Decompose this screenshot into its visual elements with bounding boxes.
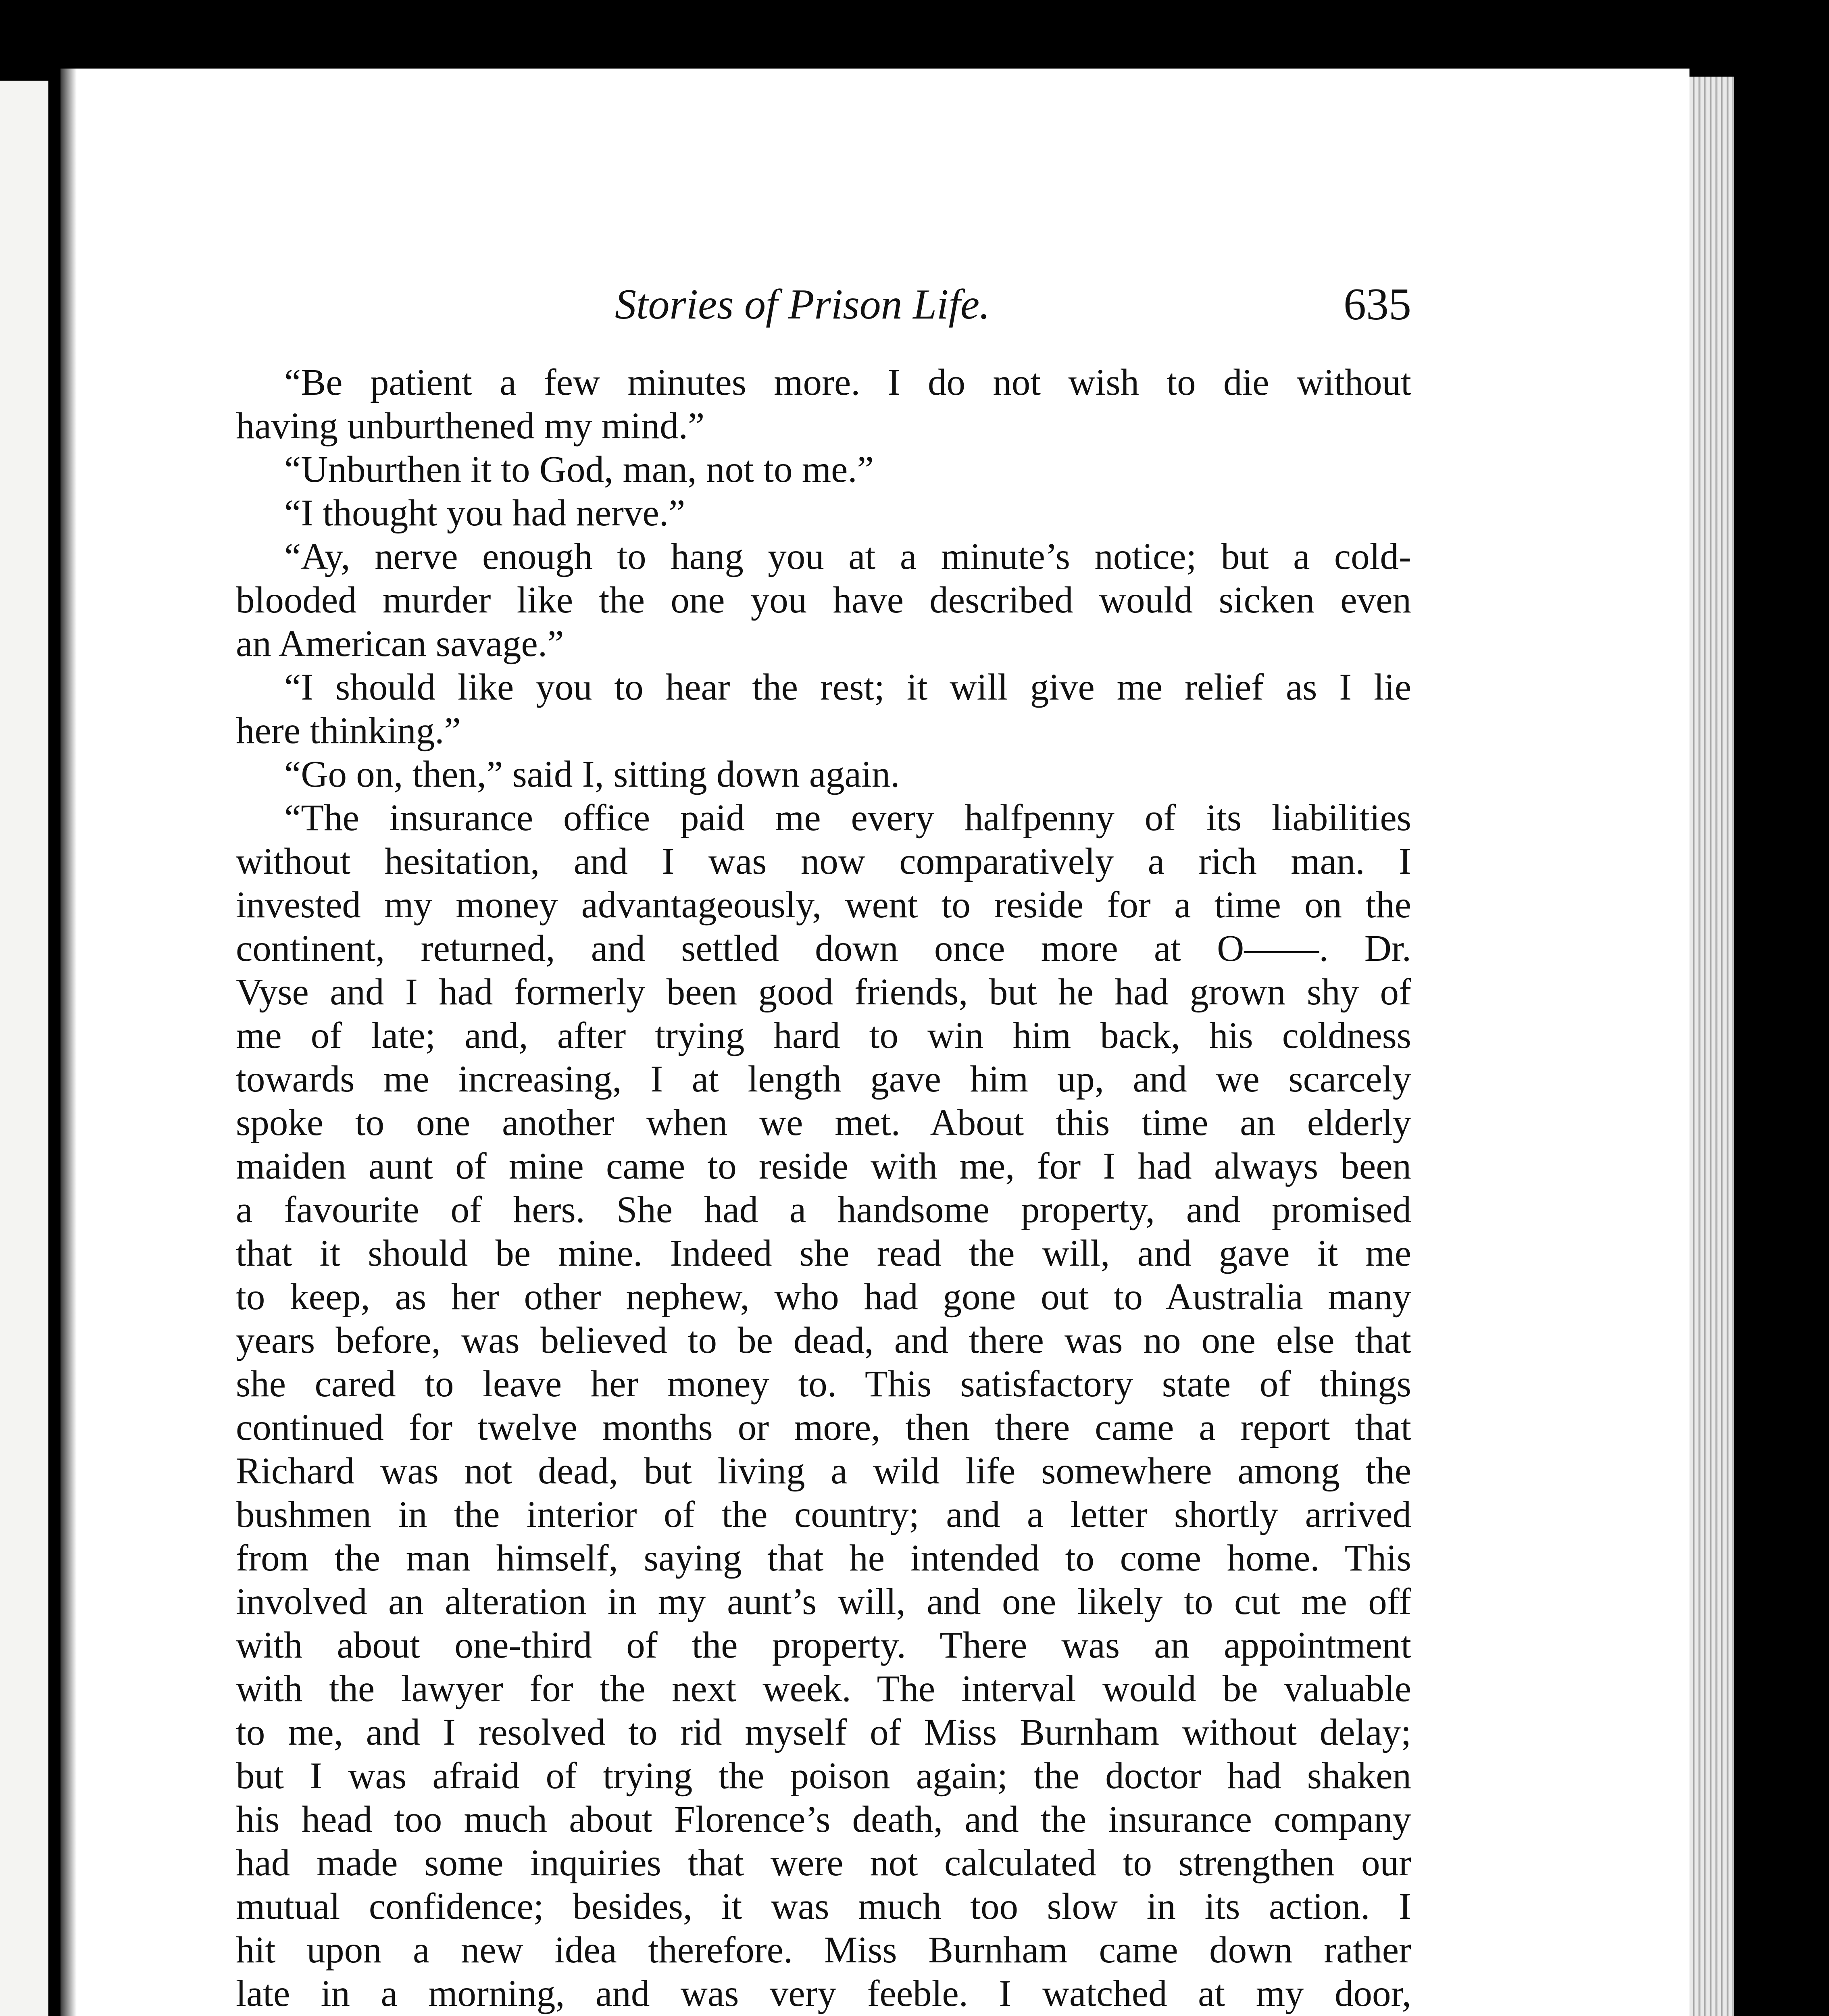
text-line: “I thought you had nerve.” bbox=[284, 492, 685, 534]
running-title: Stories of Prison Life. bbox=[615, 281, 990, 328]
text-line: blooded murder like the one you have described would sicken even bbox=[236, 579, 1411, 621]
text-line: hit upon a new idea therefore. Miss Burnham came down rather bbox=[236, 1929, 1411, 1971]
text-line: having unburthened my mind.” bbox=[236, 405, 705, 447]
text-line: “I should like you to hear the rest; it will give me relief as I lie bbox=[284, 666, 1411, 708]
text-line: “Ay, nerve enough to hang you at a minute’s notice; but a cold- bbox=[284, 536, 1411, 577]
text-line: an American savage.” bbox=[236, 623, 564, 664]
text-line: a favourite of hers. She had a handsome property, and promised bbox=[236, 1189, 1411, 1231]
text-line: here thinking.” bbox=[236, 710, 461, 752]
text-line: involved an alteration in my aunt’s will, and one likely to cut me off bbox=[236, 1581, 1411, 1622]
text-line: “The insurance office paid me every halfpenny of its liabilities bbox=[284, 797, 1411, 839]
text-line: continued for twelve months or more, then there came a report that bbox=[236, 1407, 1411, 1448]
text-line: invested my money advantageously, went to reside for a time on the bbox=[236, 884, 1411, 926]
text-line: to keep, as her other nephew, who had gone out to Australia many bbox=[236, 1276, 1411, 1318]
text-line: continent, returned, and settled down once more at O——. Dr. bbox=[236, 928, 1411, 969]
text-line: she cared to leave her money to. This satisfactory state of things bbox=[236, 1363, 1411, 1405]
text-line: maiden aunt of mine came to reside with me, for I had always been bbox=[236, 1145, 1411, 1187]
text-line: “Be patient a few minutes more. I do not wish to die without bbox=[284, 362, 1411, 403]
text-line: bushmen in the interior of the country; and a letter shortly arrived bbox=[236, 1494, 1411, 1535]
running-head bbox=[236, 274, 1411, 335]
text-line: that it should be mine. Indeed she read the will, and gave it me bbox=[236, 1233, 1411, 1274]
text-line: late in a morning, and was very feeble. I watched at my door, bbox=[236, 1973, 1411, 2014]
text-line: Vyse and I had formerly been good friends, but he had grown shy of bbox=[236, 971, 1411, 1013]
text-line: spoke to one another when we met. About this time an elderly bbox=[236, 1102, 1411, 1143]
text-line: had made some inquiries that were not calculated to strengthen our bbox=[236, 1842, 1411, 1884]
text-line: with the lawyer for the next week. The interval would be valuable bbox=[236, 1668, 1411, 1710]
text-line: with about one-third of the property. There was an appointment bbox=[236, 1624, 1411, 1666]
page-number: 635 bbox=[1344, 279, 1411, 329]
text-line: towards me increasing, I at length gave him up, and we scarcely bbox=[236, 1058, 1411, 1100]
text-line: but I was afraid of trying the poison again; the doctor had shaken bbox=[236, 1755, 1411, 1797]
text-line: to me, and I resolved to rid myself of Miss Burnham without delay; bbox=[236, 1712, 1411, 1753]
text-line: from the man himself, saying that he intended to come home. This bbox=[236, 1537, 1411, 1579]
page-stack-edges bbox=[1689, 77, 1734, 2016]
text-line: Richard was not dead, but living a wild life somewhere among the bbox=[236, 1450, 1411, 1492]
text-line: years before, was believed to be dead, and there was no one else that bbox=[236, 1320, 1411, 1361]
text-line: mutual confidence; besides, it was much too slow in its action. I bbox=[236, 1886, 1411, 1927]
spine-shadow bbox=[60, 69, 77, 2016]
text-line: without hesitation, and I was now comparatively a rich man. I bbox=[236, 841, 1411, 882]
text-line: “Go on, then,” said I, sitting down again. bbox=[284, 754, 900, 795]
body-text bbox=[236, 361, 1411, 2016]
text-line: his head too much about Florence’s death, and the insurance company bbox=[236, 1799, 1411, 1840]
facing-page-edge bbox=[0, 81, 48, 2016]
text-line: “Unburthen it to God, man, not to me.” bbox=[284, 449, 874, 490]
text-line: me of late; and, after trying hard to win him back, his coldness bbox=[236, 1015, 1411, 1056]
